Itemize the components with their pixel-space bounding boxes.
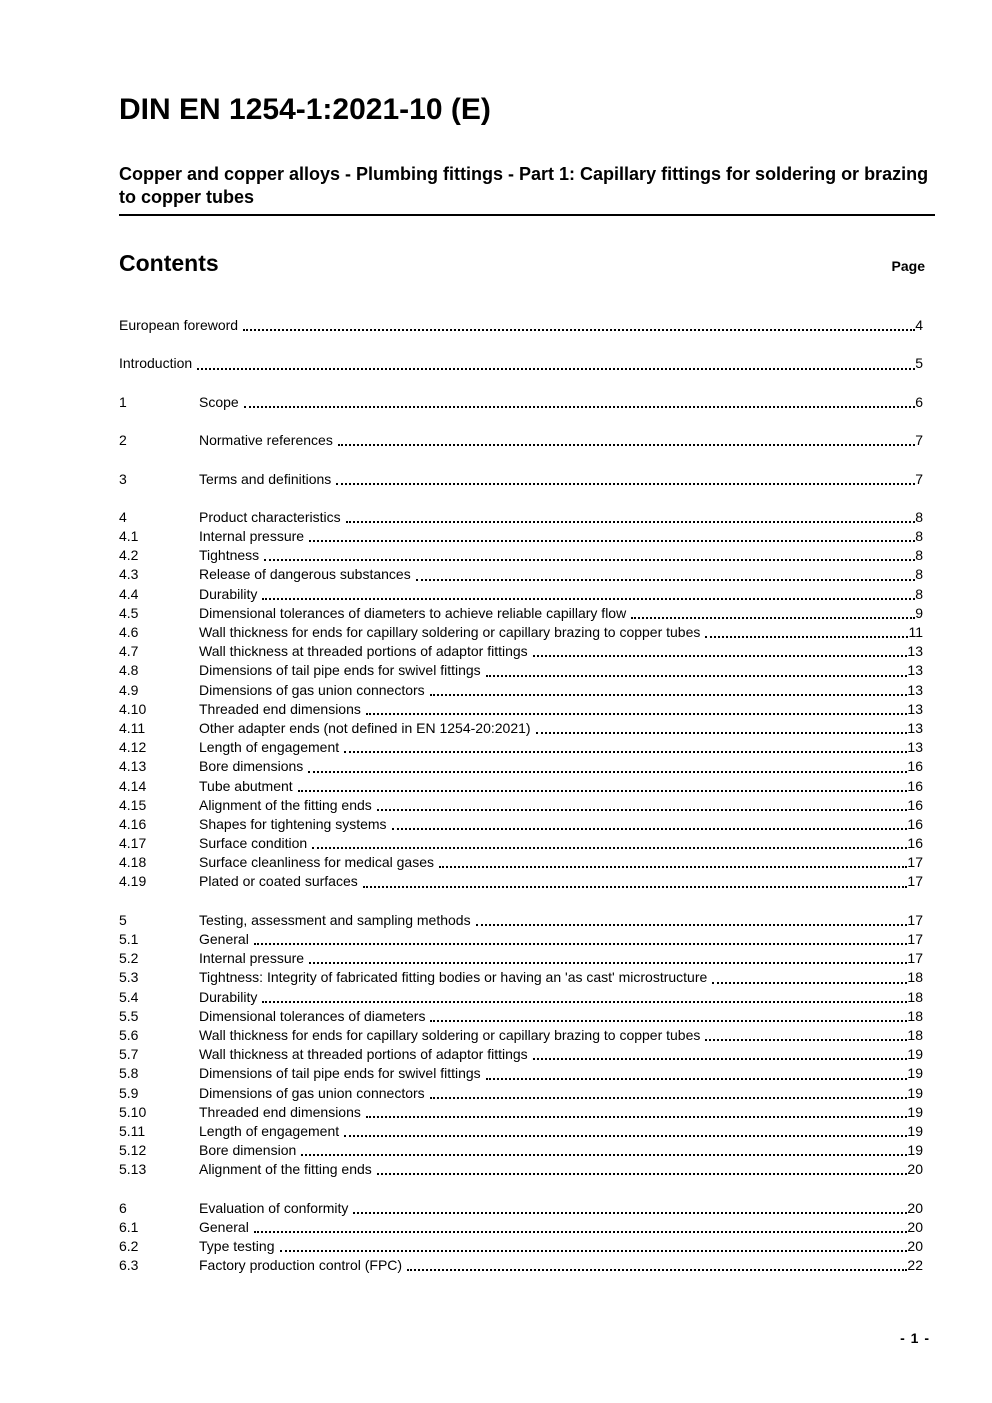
toc-row: [119, 1218, 923, 1237]
toc-row: [119, 1199, 923, 1218]
toc-entry-title: Internal pressure: [199, 950, 305, 967]
toc-entry-title: Testing, assessment and sampling methods: [199, 911, 471, 928]
toc-row: [119, 988, 923, 1007]
toc-row: [119, 853, 923, 872]
toc-entry-title: General: [199, 1218, 249, 1235]
toc-entry-page: 19: [907, 1122, 923, 1139]
toc-row: [119, 872, 923, 891]
toc-entry-title: Surface cleanliness for medical gases: [199, 854, 435, 871]
toc-entry-number: 5.3: [119, 969, 139, 986]
toc-entry-page: 19: [907, 1065, 923, 1082]
toc-entry-title: Dimensions of tail pipe ends for swivel fittings: [199, 1065, 481, 1082]
toc-entry-number: 4.7: [119, 643, 139, 660]
toc-leader-dots: [430, 1097, 908, 1099]
toc-row: [119, 738, 923, 757]
toc-entry-number: 5: [119, 911, 127, 928]
toc-entry-title: Factory production control (FPC): [199, 1257, 403, 1274]
toc-leader-dots: [631, 617, 915, 619]
toc-row: [119, 642, 923, 661]
toc-row: [119, 604, 923, 623]
toc-entry-title: Durability: [199, 585, 258, 602]
toc-leader-dots: [336, 483, 915, 485]
toc-entry-page: 11: [908, 624, 923, 640]
toc-entry-page: 13: [907, 662, 923, 679]
toc-entry-title: Dimensional tolerances of diameters to achieve reliable capillary flow: [199, 604, 627, 621]
toc-leader-dots: [197, 368, 915, 370]
toc-leader-dots: [712, 982, 907, 984]
toc-entry-title: Dimensions of tail pipe ends for swivel fittings: [199, 662, 481, 679]
toc-entry-title: Introduction: [119, 355, 193, 372]
toc-entry-number: 4.12: [119, 739, 147, 756]
toc-entry-title: Length of engagement: [199, 739, 340, 756]
toc-entry-title: Wall thickness for ends for capillary soldering or capillary brazing to copper tubes: [199, 624, 701, 640]
toc-group: [119, 431, 923, 450]
toc-entry-number: 5.11: [119, 1122, 146, 1139]
toc-leader-dots: [309, 962, 907, 964]
toc-entry-page: 13: [907, 700, 923, 717]
toc-row: [119, 911, 923, 930]
toc-leader-dots: [243, 329, 915, 331]
toc-leader-dots: [377, 809, 908, 811]
toc-row: [119, 1122, 923, 1141]
toc-row: [119, 470, 923, 489]
toc-row: [119, 585, 923, 604]
toc-entry-number: 3: [119, 470, 127, 487]
toc-row: [119, 393, 923, 412]
toc-row: [119, 968, 923, 987]
toc-group: [119, 911, 923, 1180]
document-subtitle: Copper and copper alloys - Plumbing fittings - Part 1: Capillary fittings for soldering or brazing to copper tubes: [119, 163, 935, 216]
toc-row: [119, 1141, 923, 1160]
toc-leader-dots: [254, 1231, 908, 1233]
toc-entry-title: Alignment of the fitting ends: [199, 1161, 372, 1178]
toc-entry-number: 5.6: [119, 1026, 139, 1043]
footer-page-number: - 1 -: [900, 1330, 930, 1346]
toc-entry-title: Product characteristics: [199, 508, 341, 525]
toc-row: [119, 508, 923, 527]
toc-entry-number: 5.4: [119, 988, 139, 1005]
toc-leader-dots: [280, 1250, 908, 1252]
toc-leader-dots: [476, 924, 908, 926]
toc-entry-number: 4.14: [119, 777, 147, 794]
toc-leader-dots: [705, 636, 908, 638]
toc-entry-page: 16: [907, 758, 923, 775]
toc-entry-number: 5.13: [119, 1161, 147, 1178]
toc-entry-number: 4.13: [119, 758, 147, 775]
toc-entry-number: 4.8: [119, 662, 139, 679]
toc-entry-number: 6: [119, 1199, 127, 1216]
toc-leader-dots: [407, 1269, 907, 1271]
toc-entry-number: 2: [119, 432, 127, 449]
toc-group: [119, 508, 923, 892]
toc-entry-number: 5.5: [119, 1007, 139, 1024]
toc-entry-page: 17: [907, 873, 923, 890]
toc-entry-page: 16: [907, 835, 923, 852]
toc-entry-title: Scope: [199, 393, 239, 410]
toc-entry-number: 4.2: [119, 547, 139, 564]
toc-row: [119, 661, 923, 680]
toc-row: [119, 565, 923, 584]
toc-leader-dots: [486, 1078, 908, 1080]
toc-row: [119, 546, 923, 565]
toc-row: [119, 1160, 923, 1179]
toc-entry-title: Dimensions of gas union connectors: [199, 1084, 425, 1101]
toc-entry-page: 19: [907, 1084, 923, 1101]
toc-leader-dots: [353, 1212, 907, 1214]
toc-entry-title: Bore dimensions: [199, 758, 304, 775]
toc-row: [119, 1045, 923, 1064]
toc-leader-dots: [244, 406, 916, 408]
toc-leader-dots: [536, 732, 908, 734]
toc-entry-page: 20: [907, 1199, 923, 1216]
toc-entry-title: Durability: [199, 988, 258, 1005]
toc-leader-dots: [262, 598, 915, 600]
toc-entry-page: 8: [915, 508, 923, 525]
toc-entry-title: General: [199, 931, 249, 947]
toc-leader-dots: [705, 1039, 907, 1041]
toc-entry-page: 17: [907, 911, 923, 928]
toc-entry-number: 5.8: [119, 1065, 139, 1082]
toc-entry-number: 4.15: [119, 796, 147, 813]
toc-leader-dots: [301, 1154, 907, 1156]
toc-entry-number: 5.2: [119, 950, 139, 967]
toc-entry-number: 4: [119, 508, 127, 525]
toc-entry-title: Tightness: [199, 547, 260, 564]
toc-entry-page: 8: [915, 566, 923, 583]
toc-entry-page: 20: [907, 1161, 923, 1178]
toc-row: [119, 1103, 923, 1122]
toc-entry-title: Bore dimension: [199, 1142, 297, 1159]
toc-leader-dots: [338, 444, 915, 446]
toc-entry-number: 4.1: [119, 528, 139, 545]
toc-entry-title: Wall thickness at threaded portions of adaptor fittings: [199, 643, 528, 660]
toc-entry-title: Dimensional tolerances of diameters: [199, 1007, 426, 1024]
toc-entry-number: 5.12: [119, 1142, 147, 1159]
toc-entry-page: 4: [915, 317, 923, 333]
toc-leader-dots: [254, 943, 908, 945]
toc-entry-number: 6.1: [119, 1218, 139, 1235]
toc-leader-dots: [366, 713, 908, 715]
toc-leader-dots: [298, 790, 908, 792]
toc-entry-page: 17: [907, 854, 923, 871]
toc-entry-number: 1: [119, 393, 127, 410]
toc-entry-page: 17: [907, 950, 923, 967]
toc-entry-number: 5.1: [119, 931, 139, 947]
toc-leader-dots: [346, 521, 916, 523]
toc-leader-dots: [344, 1135, 907, 1137]
toc-row: [119, 796, 923, 815]
toc-entry-page: 13: [907, 681, 923, 698]
toc-entry-page: 18: [907, 1026, 923, 1043]
toc-row: [119, 777, 923, 796]
toc-entry-page: 8: [915, 528, 923, 545]
toc-entry-page: 13: [907, 719, 923, 736]
toc-leader-dots: [439, 866, 907, 868]
toc-leader-dots: [262, 1001, 907, 1003]
toc-leader-dots: [533, 1058, 908, 1060]
toc-leader-dots: [392, 828, 908, 830]
toc-entry-title: Tightness: Integrity of fabricated fitting bodies or having an 'as cast' microstructure: [199, 969, 708, 986]
toc-row: [119, 1007, 923, 1026]
toc-group: [119, 354, 923, 373]
toc-group: [119, 1199, 923, 1276]
toc-entry-page: 7: [915, 470, 923, 487]
toc-entry-number: 6.2: [119, 1238, 139, 1254]
toc-entry-number: 4.18: [119, 854, 147, 871]
toc-entry-number: 4.6: [119, 624, 139, 640]
toc-leader-dots: [344, 751, 907, 753]
toc-entry-number: 4.3: [119, 566, 139, 583]
toc-row: [119, 1237, 923, 1256]
toc-row: [119, 681, 923, 700]
toc-entry-number: 4.10: [119, 700, 147, 717]
toc-row: [119, 1256, 923, 1275]
toc-entry-page: 16: [907, 796, 923, 813]
toc-row: [119, 1084, 923, 1103]
toc-entry-page: 8: [915, 585, 923, 602]
toc-row: [119, 757, 923, 776]
toc-entry-title: Tube abutment: [199, 777, 293, 794]
toc-entry-page: 9: [915, 604, 923, 621]
toc-entry-title: Terms and definitions: [199, 470, 332, 487]
toc-leader-dots: [363, 886, 908, 888]
toc-entry-page: 18: [907, 1007, 923, 1024]
toc-entry-title: Alignment of the fitting ends: [199, 796, 372, 813]
toc-row: [119, 527, 923, 546]
toc-leader-dots: [312, 847, 907, 849]
toc-entry-page: 19: [907, 1046, 923, 1063]
toc-leader-dots: [430, 1020, 907, 1022]
toc-row: [119, 700, 923, 719]
toc-leader-dots: [430, 694, 908, 696]
toc-entry-number: 4.5: [119, 604, 139, 621]
toc-entry-page: 20: [907, 1218, 923, 1235]
toc-entry-page: 18: [907, 988, 923, 1005]
toc: [119, 316, 935, 1275]
toc-entry-title: Release of dangerous substances: [199, 566, 411, 583]
toc-entry-number: 4.17: [119, 835, 147, 852]
toc-entry-title: Internal pressure: [199, 528, 305, 545]
toc-entry-number: 5.10: [119, 1103, 147, 1120]
toc-entry-title: Shapes for tightening systems: [199, 815, 387, 832]
contents-heading: Contents: [119, 250, 219, 276]
toc-leader-dots: [416, 579, 916, 581]
toc-entry-page: 7: [915, 432, 923, 449]
document-title: DIN EN 1254-1:2021-10 (E): [119, 93, 491, 126]
toc-group: [119, 470, 923, 489]
toc-entry-title: Evaluation of conformity: [199, 1199, 349, 1216]
toc-row: [119, 930, 923, 949]
toc-leader-dots: [486, 675, 908, 677]
toc-entry-title: Normative references: [199, 432, 333, 449]
toc-row: [119, 354, 923, 373]
toc-entry-page: 8: [915, 547, 923, 564]
contents-header-row: [119, 250, 935, 277]
toc-entry-page: 13: [907, 643, 923, 660]
toc-entry-number: 4.11: [119, 719, 146, 736]
toc-row: [119, 949, 923, 968]
toc-entry-title: Surface condition: [199, 835, 308, 852]
toc-row: [119, 815, 923, 834]
toc-row: [119, 834, 923, 853]
toc-leader-dots: [377, 1173, 908, 1175]
toc-entry-title: Type testing: [199, 1238, 275, 1254]
toc-entry-page: 5: [915, 355, 923, 372]
toc-leader-dots: [309, 540, 915, 542]
toc-entry-title: Other adapter ends (not defined in EN 1254-20:2021): [199, 719, 531, 736]
toc-row: [119, 316, 923, 335]
page-column-label: Page: [891, 258, 925, 274]
toc-entry-title: Threaded end dimensions: [199, 1103, 361, 1120]
toc-entry-title: Length of engagement: [199, 1122, 340, 1139]
toc-entry-number: 4.9: [119, 681, 139, 698]
toc-group: [119, 393, 923, 412]
toc-entry-title: Plated or coated surfaces: [199, 873, 358, 890]
toc-entry-title: European foreword: [119, 317, 239, 333]
toc-entry-number: 5.9: [119, 1084, 139, 1101]
toc-entry-page: 13: [907, 739, 923, 756]
toc-entry-number: 6.3: [119, 1257, 139, 1274]
toc-entry-page: 16: [907, 777, 923, 794]
toc-row: [119, 719, 923, 738]
toc-entry-page: 22: [907, 1257, 923, 1274]
toc-row: [119, 431, 923, 450]
toc-entry-page: 19: [907, 1103, 923, 1120]
toc-entry-number: 4.16: [119, 815, 147, 832]
toc-entry-title: Wall thickness at threaded portions of adaptor fittings: [199, 1046, 528, 1063]
toc-entry-page: 18: [907, 969, 923, 986]
toc-entry-title: Wall thickness for ends for capillary soldering or capillary brazing to copper tubes: [199, 1026, 701, 1043]
toc-entry-page: 20: [907, 1238, 923, 1254]
toc-leader-dots: [366, 1116, 908, 1118]
toc-row: [119, 623, 923, 642]
toc-entry-title: Dimensions of gas union connectors: [199, 681, 425, 698]
toc-leader-dots: [308, 771, 907, 773]
toc-entry-number: 4.4: [119, 585, 139, 602]
toc-entry-page: 19: [907, 1142, 923, 1159]
toc-entry-number: 5.7: [119, 1046, 139, 1063]
toc-entry-page: 6: [915, 393, 923, 410]
toc-entry-page: 17: [907, 931, 923, 947]
toc-leader-dots: [533, 655, 908, 657]
toc-entry-page: 16: [907, 815, 923, 832]
toc-entry-title: Threaded end dimensions: [199, 700, 361, 717]
toc-row: [119, 1026, 923, 1045]
toc-group: [119, 316, 923, 335]
toc-leader-dots: [264, 559, 915, 561]
toc-row: [119, 1064, 923, 1083]
toc-entry-number: 4.19: [119, 873, 147, 890]
